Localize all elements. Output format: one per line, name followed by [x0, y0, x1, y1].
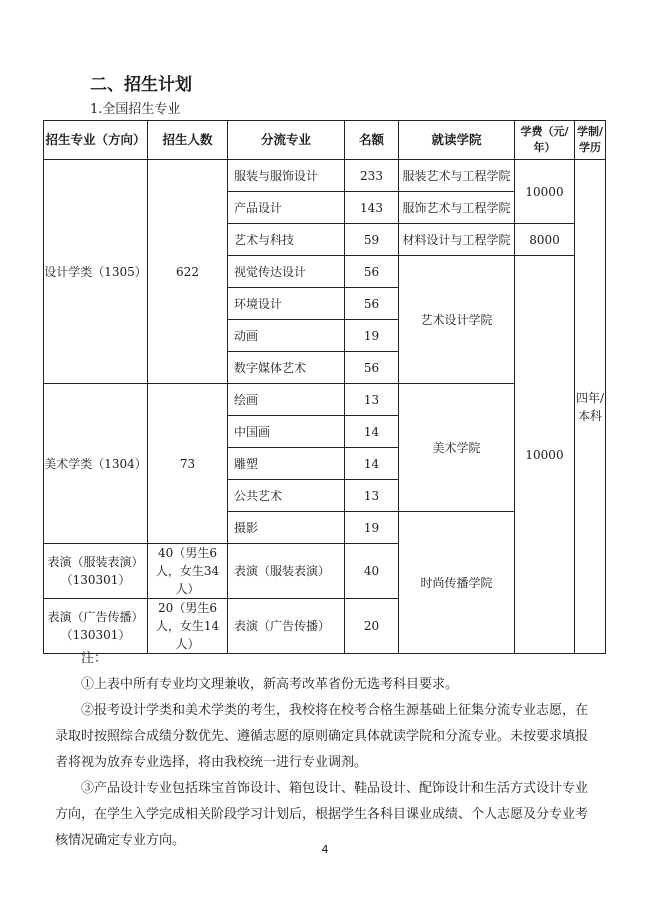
note-item: ②报考设计学类和美术学类的考生，我校将在校考合格生源基础上征集分流专业志愿，在录取时按照综合成绩分数优先、遵循志愿的原则确定具体就读学院和分流专业。未按要求填报者将视为放弃专业选择，将由我校统一进行专业调剂。	[55, 703, 589, 770]
quota-cell: 19	[345, 512, 399, 544]
quota-cell: 143	[345, 192, 399, 224]
college-cell: 美术学院	[399, 384, 515, 512]
group-name: 表演（广告传播）（130301）	[44, 599, 148, 654]
quota-cell: 59	[345, 224, 399, 256]
note-item: ①上表中所有专业均文理兼收，新高考改革省份无选考科目要求。	[81, 677, 459, 692]
major-cell: 中国画	[228, 416, 345, 448]
notes	[55, 646, 600, 854]
header-duration: 学制/学历	[575, 121, 606, 160]
major-cell: 表演（服装表演）	[228, 544, 345, 599]
page-number: 4	[321, 843, 329, 856]
quota-cell: 20	[345, 599, 399, 654]
group-name: 美术学类（1304）	[44, 384, 148, 544]
college-cell: 时尚传播学院	[399, 512, 515, 654]
group-count: 622	[148, 160, 228, 384]
quota-cell: 19	[345, 320, 399, 352]
major-cell: 产品设计	[228, 192, 345, 224]
quota-cell: 233	[345, 160, 399, 192]
quota-cell: 56	[345, 256, 399, 288]
fee-cell: 10000	[515, 256, 575, 654]
header-quota: 名额	[345, 121, 399, 160]
quota-cell: 56	[345, 288, 399, 320]
quota-cell: 14	[345, 416, 399, 448]
college-cell: 艺术设计学院	[399, 256, 515, 384]
college-cell: 材料设计与工程学院	[399, 224, 515, 256]
major-cell: 艺术与科技	[228, 224, 345, 256]
enrollment-plan-table	[43, 120, 606, 654]
major-cell: 公共艺术	[228, 480, 345, 512]
header-count: 招生人数	[148, 121, 228, 160]
major-cell: 数字媒体艺术	[228, 352, 345, 384]
major-cell: 绘画	[228, 384, 345, 416]
header-sub-major: 分流专业	[228, 121, 345, 160]
group-count: 20（男生6人，女生14人）	[148, 599, 228, 654]
duration-cell: 四年/本科	[575, 160, 606, 654]
quota-cell: 56	[345, 352, 399, 384]
group-name: 表演（服装表演）（130301）	[44, 544, 148, 599]
major-cell: 摄影	[228, 512, 345, 544]
quota-cell: 14	[345, 448, 399, 480]
major-cell: 视觉传达设计	[228, 256, 345, 288]
section-title: 二、招生计划	[90, 75, 192, 95]
quota-cell: 13	[345, 480, 399, 512]
major-cell: 动画	[228, 320, 345, 352]
header-fee: 学费（元/年）	[515, 121, 575, 160]
quota-cell: 40	[345, 544, 399, 599]
notes-label: 注：	[81, 651, 108, 666]
major-cell: 服装与服饰设计	[228, 160, 345, 192]
header-college: 就读学院	[399, 121, 515, 160]
college-cell: 服饰艺术与工程学院	[399, 192, 515, 224]
header-major: 招生专业（方向）	[44, 121, 148, 160]
note-item: ③产品设计专业包括珠宝首饰设计、箱包设计、鞋品设计、配饰设计和生活方式设计专业方向，在学生入学完成相关阶段学习计划后，根据学生各科目课业成绩、个人志愿及分专业考核情况确定专业方向。	[55, 781, 589, 848]
sub-title: 1.全国招生专业	[90, 102, 181, 117]
table-header-row	[44, 121, 606, 160]
major-cell: 表演（广告传播）	[228, 599, 345, 654]
group-count: 40（男生6人，女生34人）	[148, 544, 228, 599]
group-count: 73	[148, 384, 228, 544]
fee-cell: 10000	[515, 160, 575, 224]
college-cell: 服装艺术与工程学院	[399, 160, 515, 192]
fee-cell: 8000	[515, 224, 575, 256]
quota-cell: 13	[345, 384, 399, 416]
table-row	[44, 160, 606, 192]
group-name: 设计学类（1305）	[44, 160, 148, 384]
major-cell: 环境设计	[228, 288, 345, 320]
major-cell: 雕塑	[228, 448, 345, 480]
